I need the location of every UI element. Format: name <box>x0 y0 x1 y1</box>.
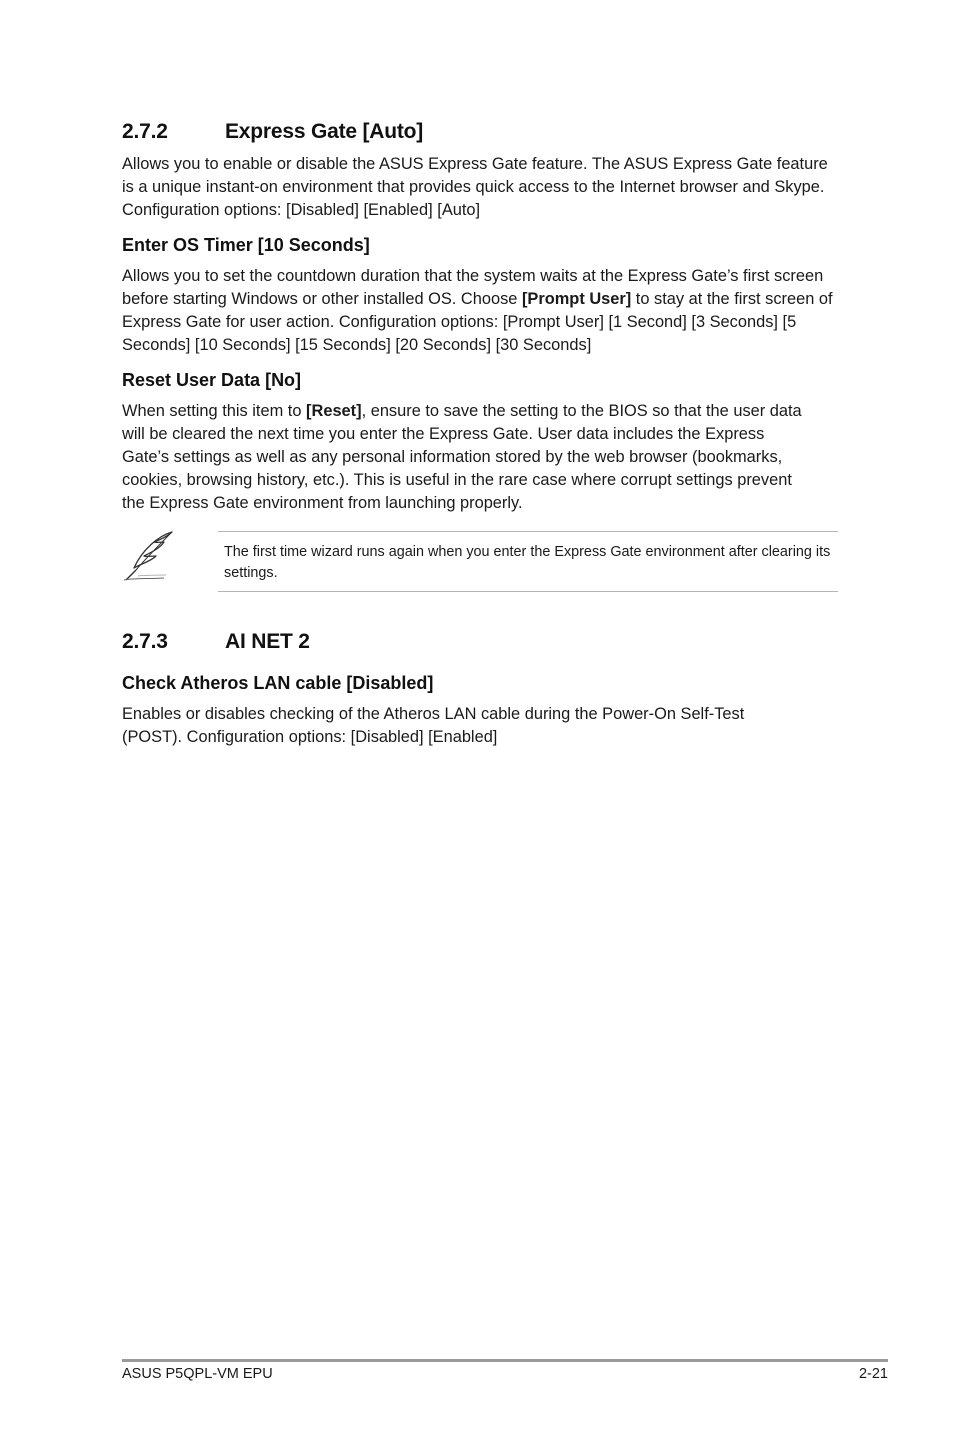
enter-os-timer-description <box>122 265 834 357</box>
section-number: 2.7.3 <box>122 630 168 653</box>
section-number: 2.7.2 <box>122 120 168 143</box>
check-lan-heading: Check Atheros LAN cable [Disabled] <box>122 673 434 693</box>
express-gate-description: Allows you to enable or disable the ASUS Express Gate feature. The ASUS Express Gate feature is a unique instant-on environment that provides quick access to the Internet browser and Skype. Configuration options: [Disabled] [Enabled] [Auto] <box>122 155 828 219</box>
page-number: 2-21 <box>858 1366 888 1382</box>
enter-os-timer-heading: Enter OS Timer [10 Seconds] <box>122 235 370 255</box>
note-top-divider <box>218 531 838 532</box>
text-run: When setting this item to <box>122 402 307 420</box>
text-run: Allows you to set the countdown duration that the system waits at the Express Gate’s first screen before starting Windows or other installed OS. Choose <box>122 267 824 308</box>
footer-divider <box>122 1359 888 1362</box>
quill-pen-icon <box>120 528 178 586</box>
note-text: The first time wizard runs again when you enter the Express Gate environment after clearing its settings. <box>224 544 831 581</box>
section-title: Express Gate [Auto] <box>225 120 424 143</box>
bold-option: [Prompt User] <box>521 290 632 308</box>
check-lan-description: Enables or disables checking of the Atheros LAN cable during the Power-On Self-Test (POST). Configuration options: [Disabled] [Enabled] <box>122 705 745 746</box>
reset-user-data-description <box>122 400 812 515</box>
note-bottom-divider <box>218 591 838 592</box>
reset-user-data-heading: Reset User Data [No] <box>122 370 302 390</box>
footer-product-name: ASUS P5QPL-VM EPU <box>122 1366 273 1382</box>
section-title: AI NET 2 <box>225 630 310 653</box>
text-run: , ensure to save the setting to the BIOS so that the user data will be cleared the next time you enter the Express Gate. User data includes the Express Gate’s settings as well as any personal information stored by the web browser (bookmarks, cookies, browsing history, etc.). This is useful in the rare case where corrupt settings prevent the Express Gate environment from launching properly. <box>122 402 802 512</box>
section-heading-express-gate <box>122 120 423 144</box>
text-run: to stay at the first screen of Express Gate for user action. Configuration options: [Prompt User] [1 Second] [3 Seconds] [5 Seconds] [10 Seconds] [15 Seconds] [20 Seconds] [30 Seconds] <box>122 290 833 354</box>
bold-option: [Reset] <box>306 402 362 420</box>
section-heading-ai-net <box>122 630 310 654</box>
